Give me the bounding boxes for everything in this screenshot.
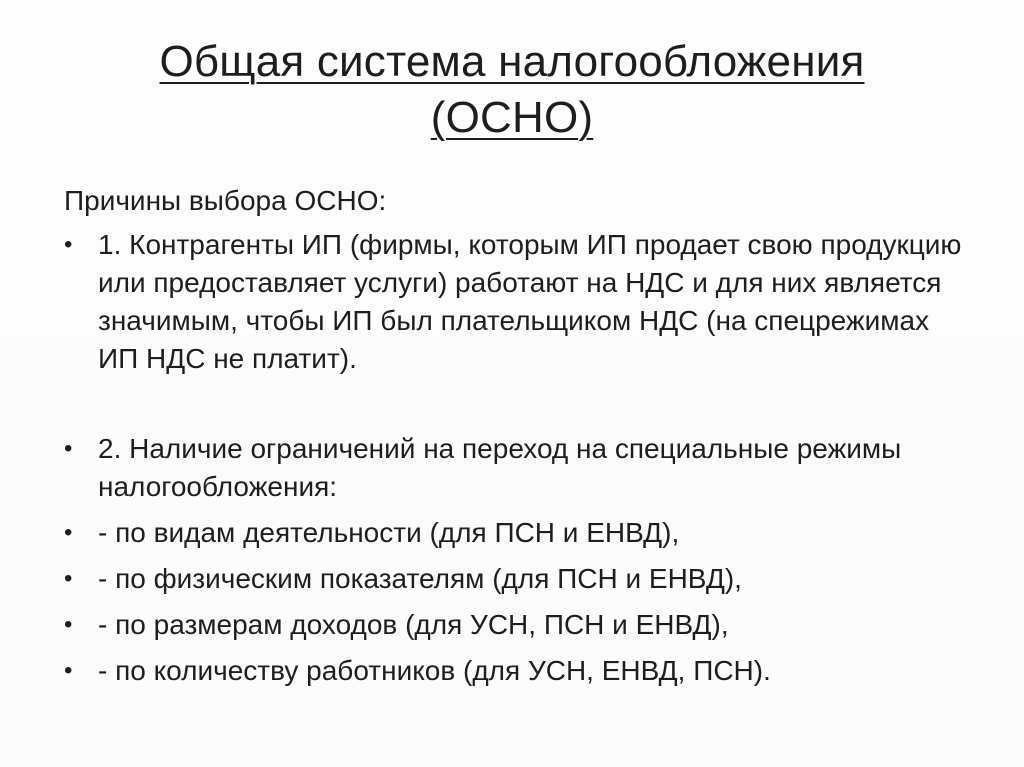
slide-title-line-1: Общая система налогообложения <box>159 37 865 86</box>
list-item <box>64 606 964 644</box>
list-item-text: - по видам деятельности (для ПСН и ЕНВД), <box>98 517 680 548</box>
bullet-icon: • <box>64 565 73 592</box>
slide-title-line-2: (ОСНО) <box>430 93 594 142</box>
list-item-text: - по физическим показателям (для ПСН и ЕНВД), <box>98 563 742 594</box>
list-item <box>64 226 964 378</box>
bullet-icon: • <box>64 231 73 258</box>
intro-text: Причины выбора ОСНО: <box>64 185 387 216</box>
list-item <box>64 560 964 598</box>
bullet-icon: • <box>64 611 73 638</box>
slide-title <box>40 34 984 146</box>
bullet-icon: • <box>64 657 73 684</box>
list-item-text: - по размерам доходов (для УСН, ПСН и ЕНВД), <box>98 609 729 640</box>
bullet-list <box>64 226 964 690</box>
list-item <box>64 430 964 506</box>
list-item-text: 1. Контрагенты ИП (фирмы, которым ИП продает свою продукцию или предоставляет услуги) работают на НДС и для них является значимым, чтобы ИП был плательщиком НДС (на спецрежимах ИП НДС не платит). <box>98 229 962 374</box>
slide-content <box>64 182 964 698</box>
list-item-text: 2. Наличие ограничений на переход на специальные режимы налогообложения: <box>98 433 902 502</box>
bullet-icon: • <box>64 435 73 462</box>
bullet-icon: • <box>64 519 73 546</box>
list-item <box>64 514 964 552</box>
list-item-text: - по количеству работников (для УСН, ЕНВД, ПСН). <box>98 655 771 686</box>
list-item <box>64 652 964 690</box>
